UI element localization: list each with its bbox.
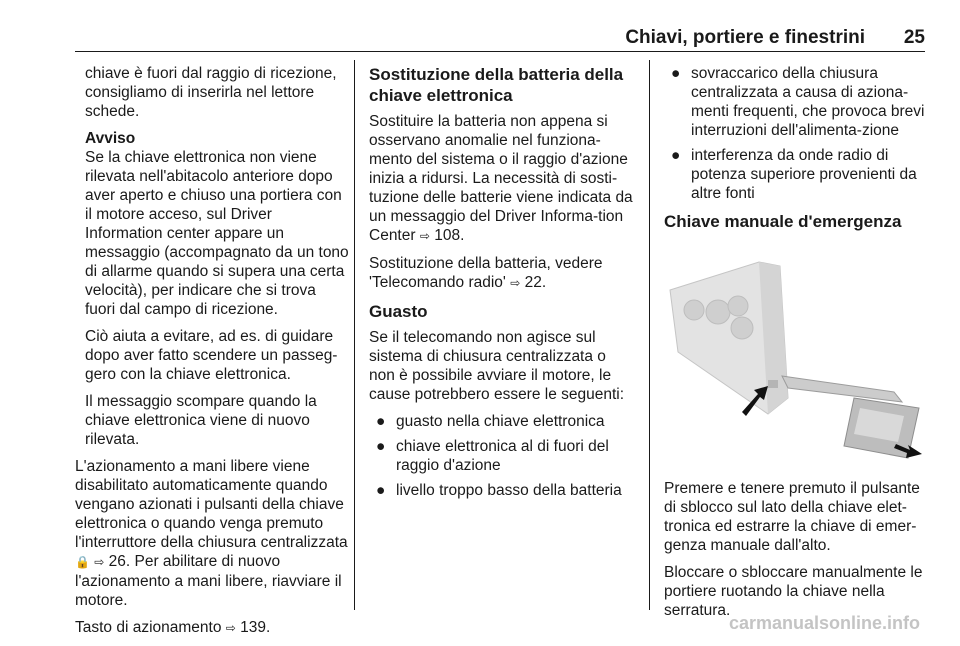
list-item <box>369 481 634 500</box>
key-button-left <box>684 300 704 320</box>
list-item-text: guasto nella chiave elettronica <box>396 413 605 430</box>
intro-paragraph: chiave è fuori dal raggio di ricezione, consigliamo di inserirla nel lettore schede. <box>85 65 337 120</box>
emergency-key-heading: Chiave manuale d'emergenza <box>664 212 902 231</box>
column-divider-2 <box>649 60 650 610</box>
list-item <box>369 412 634 431</box>
start-button-text: Tasto di azionamento <box>75 619 226 636</box>
bullet-icon: ● <box>671 65 681 82</box>
battery-page-ref[interactable]: 108. <box>434 227 465 244</box>
list-item-text: sovraccarico della chiusura centralizzata a causa di aziona-menti frequenti, che provoca brevi interruzioni dell'alimenta-zione <box>691 65 925 139</box>
notice-message-paragraph: Il messaggio scompare quando la chiave elettronica viene di nuovo rilevata. <box>85 393 317 448</box>
fault-cause-list <box>369 412 634 500</box>
cross-reference-arrow-icon: ⇨ <box>510 276 521 290</box>
battery-paragraph <box>369 112 634 246</box>
cross-reference-arrow-icon: ⇨ <box>225 621 236 635</box>
battery-heading: Sostituzione della batteria della chiave elettronica <box>369 65 624 105</box>
page-number: 25 <box>903 27 925 48</box>
replace-text: Sostituzione della batteria, vedere 'Telecomando radio' <box>369 255 603 291</box>
start-button-page-ref[interactable]: 139. <box>240 619 271 636</box>
key-button-bottom <box>731 317 753 339</box>
list-item-text: livello troppo basso della batteria <box>396 482 622 499</box>
emergency-key-blade <box>782 376 902 402</box>
battery-text: Sostituire la batteria non appena si osservano anomalie nel funziona-mento del sistema o il raggio d'azione inizia a ridursi. La necessità di sosti-tuzione delle batterie viene indicata da un messaggio del Driver Informa-tion Center <box>369 113 633 244</box>
fault-paragraph: Se il telecomando non agisce sul sistema di chiusura centralizzata o non è possibile avviare il motore, le cause potrebbero essere le seguenti: <box>369 329 625 403</box>
bullet-icon: ● <box>671 147 681 164</box>
column-divider-1 <box>354 60 355 610</box>
bullet-icon: ● <box>376 482 386 499</box>
fault-cause-list-continued <box>664 64 926 203</box>
list-item <box>664 146 926 203</box>
hands-free-text-a: L'azionamento a mani libere viene disabilitato automaticamente quando vengano azionati i pulsanti della chiave elettronica o quando venga premuto l'interruttore della chiusura centralizzata <box>75 458 348 551</box>
column-2 <box>369 64 634 508</box>
header-rule <box>75 51 925 52</box>
lock-icon: 🔒 <box>75 555 90 569</box>
notice-text: Se la chiave elettronica non viene rilevata nell'abitacolo anteriore dopo aver aperto e chiuso una portiera con il motore acceso, sul Driver Information center appare un messaggio (accompagnato da un tono di allarme quando si supera una certa velocità), per indicare che si trova fuori dal campo di ricezione. <box>85 149 349 318</box>
header-title: Chiavi, portiere e finestrini <box>625 27 865 48</box>
hands-free-paragraph <box>75 457 350 610</box>
emergency-key-illustration <box>664 244 926 462</box>
press-release-paragraph: Premere e tenere premuto il pulsante di sblocco sul lato della chiave elet-tronica ed estrarre la chiave di emer-genza manuale dall'alto. <box>664 480 920 554</box>
hands-free-text-b: . Per abilitare di nuovo l'azionamento a mani libere, riavviare il motore. <box>75 553 342 609</box>
list-item <box>369 437 634 475</box>
notice-block <box>75 129 350 449</box>
replace-paragraph <box>369 254 634 293</box>
list-item-text: chiave elettronica al di fuori del raggio d'azione <box>396 438 609 474</box>
key-button-top <box>728 296 748 316</box>
manual-lock-paragraph: Bloccare o sbloccare manualmente le portiere ruotando la chiave nella serratura. <box>664 564 923 619</box>
notice-help-paragraph: Ciò aiuta a evitare, ad es. di guidare dopo aver fatto scendere un passeg-gero con la chiave elettronica. <box>85 328 338 383</box>
bullet-icon: ● <box>376 413 386 430</box>
column-1 <box>75 64 350 646</box>
list-item <box>664 64 926 140</box>
cross-reference-arrow-icon: ⇨ <box>419 229 430 243</box>
column-3 <box>664 64 926 628</box>
cross-reference-arrow-icon: ⇨ <box>94 555 105 569</box>
fault-heading: Guasto <box>369 302 428 321</box>
replace-page-ref[interactable]: 22. <box>524 274 547 291</box>
bullet-icon: ● <box>376 438 386 455</box>
list-item-text: interferenza da onde radio di potenza superiore provenienti da altre fonti <box>691 147 917 202</box>
notice-label: Avviso <box>85 130 136 147</box>
release-button <box>768 380 778 388</box>
key-button-center <box>706 300 730 324</box>
start-button-paragraph <box>75 618 350 638</box>
hands-free-page-ref[interactable]: 26 <box>108 553 126 570</box>
watermark: carmanualsonline.info <box>728 613 920 633</box>
